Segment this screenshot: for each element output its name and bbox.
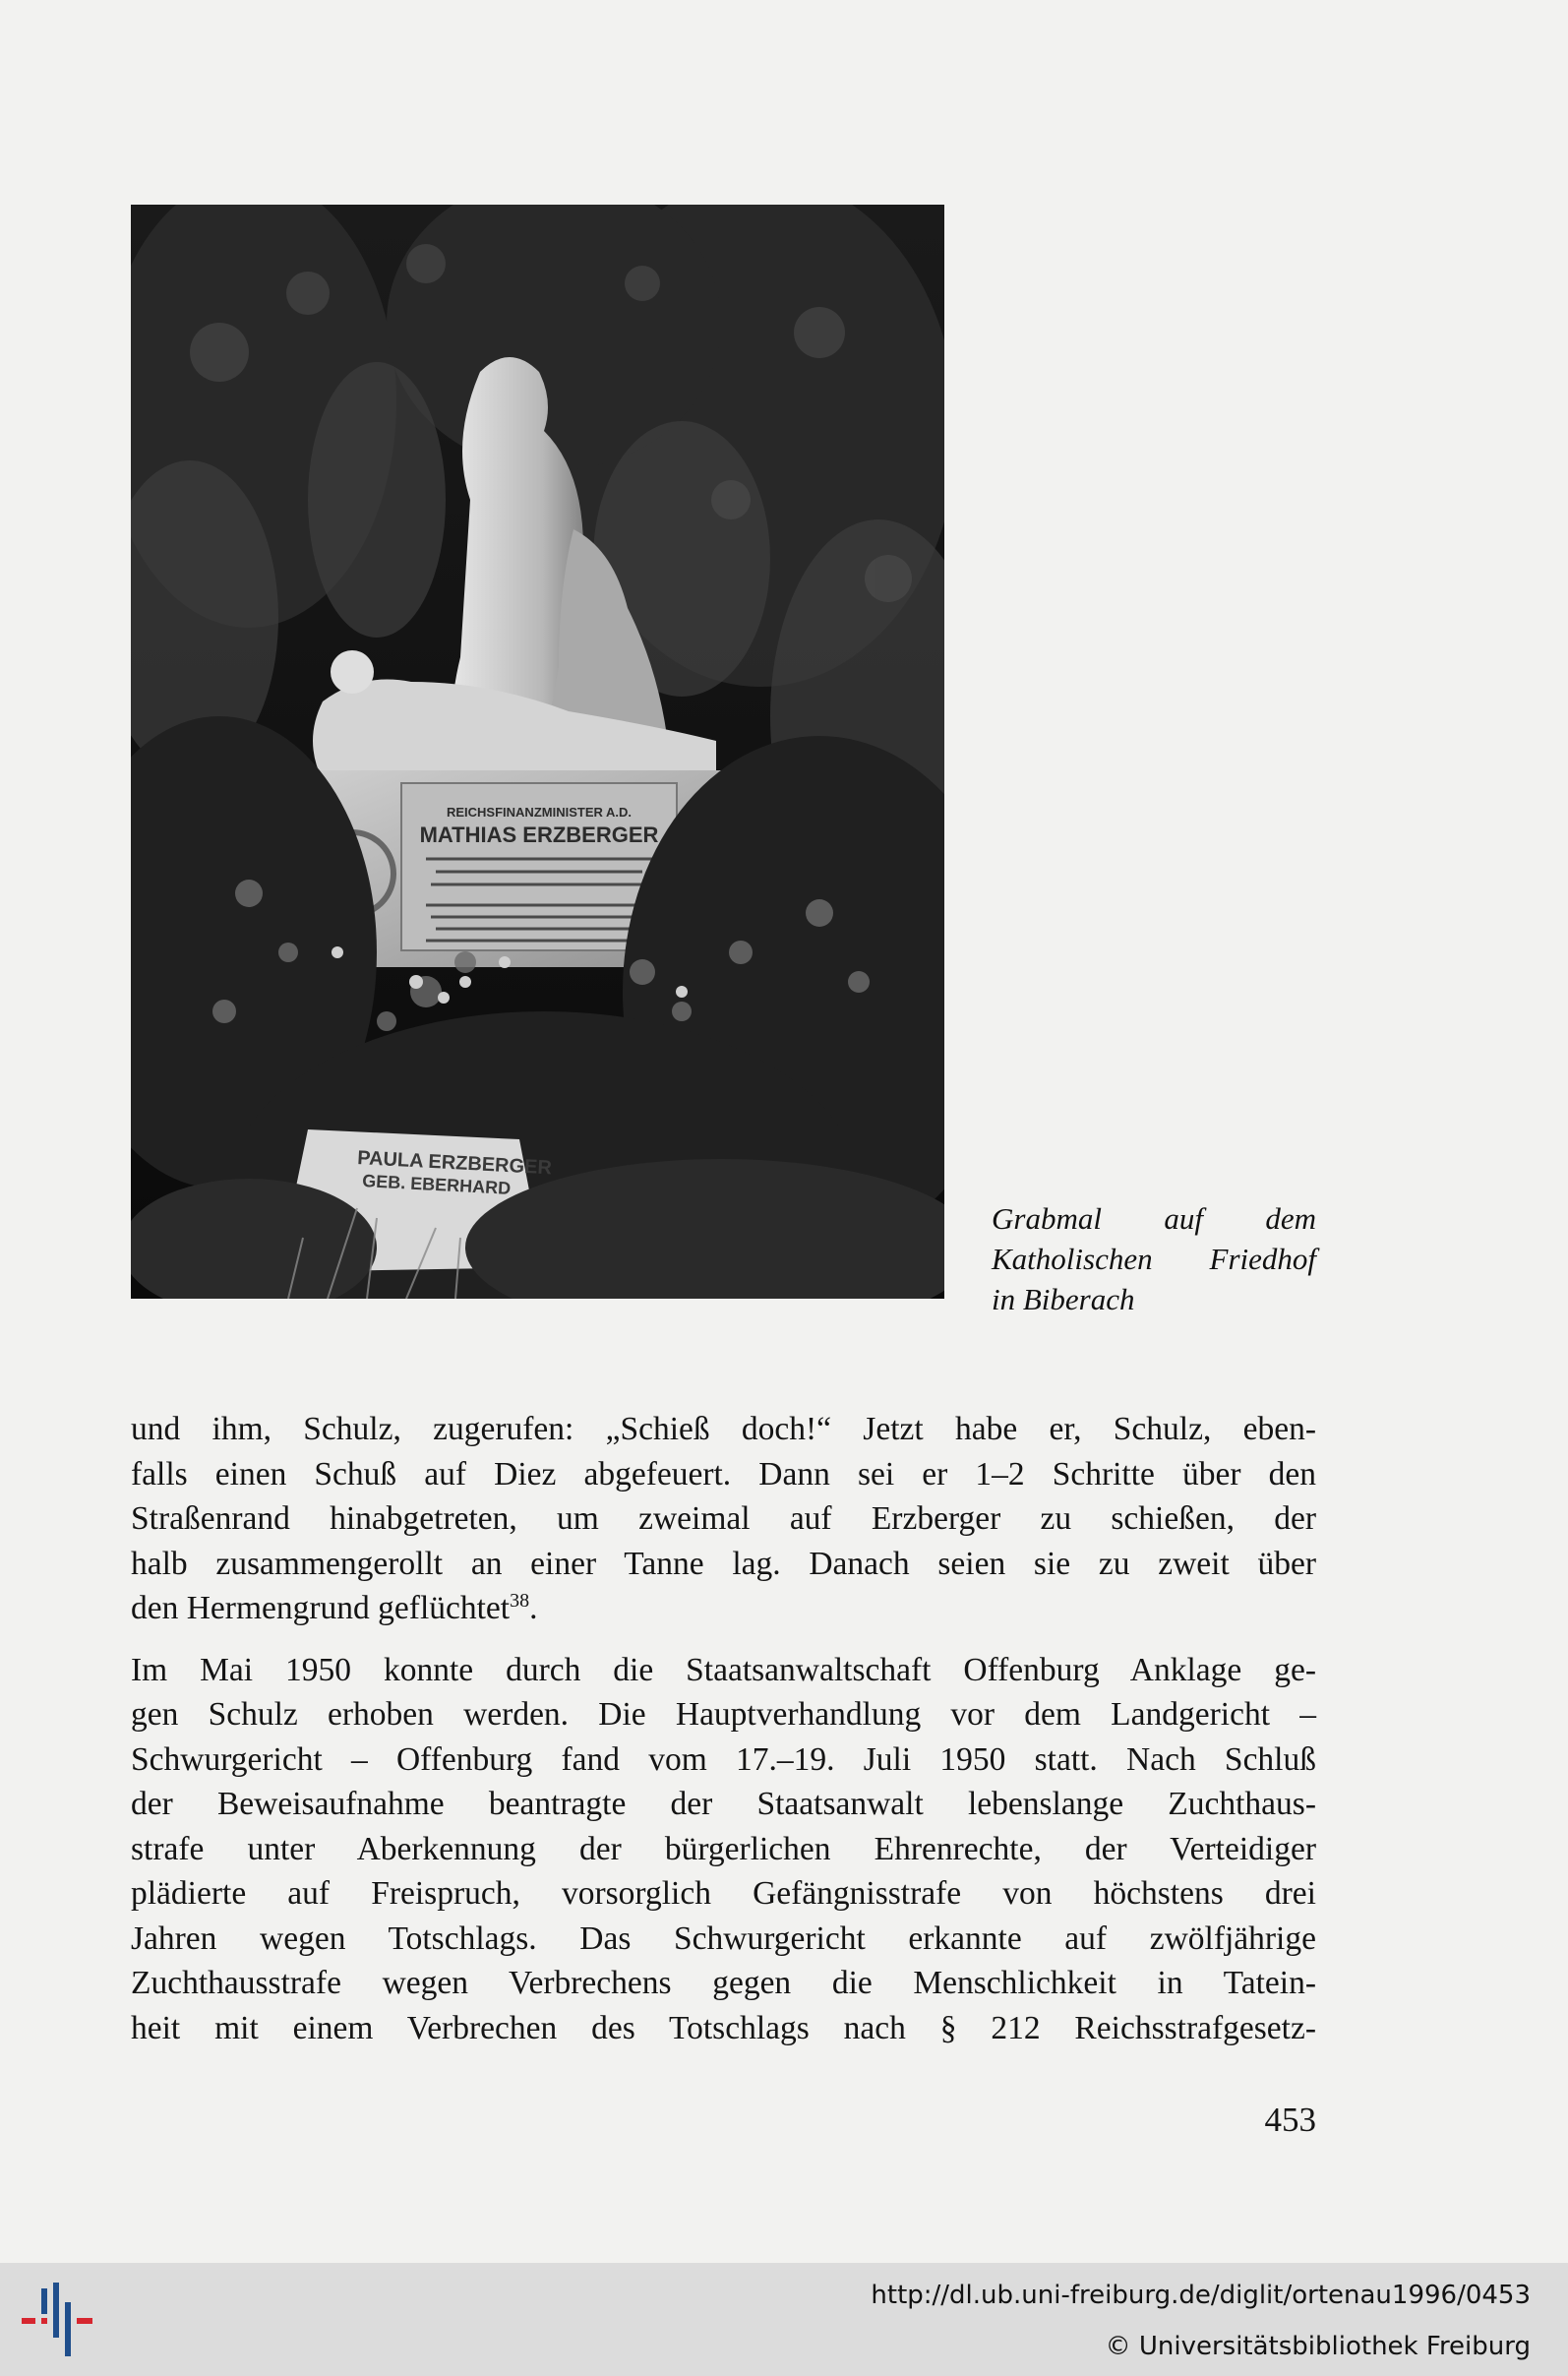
inscription-line-2: MATHIAS ERZBERGER (419, 822, 659, 847)
footer-copyright: © Universitätsbibliothek Freiburg (1105, 2332, 1531, 2361)
text-line: falls einen Schuß auf Diez abgefeuert. Dann sei er 1–2 Schritte über den (131, 1455, 1316, 1493)
text-line-end: . (529, 1590, 538, 1626)
photo-image (131, 205, 944, 1299)
text-line: Schwurgericht – Offenburg fand vom 17.–19. Juli 1950 statt. Nach Schluß (131, 1740, 1316, 1778)
text-line (131, 1586, 1316, 1631)
caption-line: Grabmal auf dem (992, 1201, 1316, 1236)
text-line: plädierte auf Freispruch, vorsorglich Gefängnisstrafe von höchstens drei (131, 1875, 1316, 1912)
ub-freiburg-logo-icon (20, 2283, 98, 2356)
text-line: strafe unter Aberkennung der bürgerlichen Ehrenrechte, der Verteidiger (131, 1830, 1316, 1867)
footer-bar (0, 2263, 1568, 2376)
text-line: Zuchthausstrafe wegen Verbrechens gegen die Menschlichkeit in Tatein- (131, 1965, 1316, 2001)
text-line: Im Mai 1950 konnte durch die Staatsanwaltschaft Offenburg Anklage ge- (131, 1651, 1316, 1688)
paragraph-1 (131, 1407, 1316, 1631)
text-line: und ihm, Schulz, zugerufen: „Schieß doch!“ Jetzt habe er, Schulz, eben- (131, 1411, 1316, 1447)
body-text (131, 1407, 1316, 2050)
text-line: Jahren wegen Totschlags. Das Schwurgericht erkannte auf zwölfjährige (131, 1919, 1316, 1957)
page-number: 453 (1264, 2101, 1316, 2139)
caption-line: in Biberach (992, 1282, 1135, 1316)
text-line-content: den Hermengrund geflüchtet (131, 1590, 511, 1626)
caption-line: Katholischen Friedhof (992, 1242, 1316, 1276)
inscription-line-1: REICHSFINANZMINISTER A.D. (446, 805, 633, 820)
footnote-reference: 38 (510, 1589, 530, 1612)
text-line: der Beweisaufnahme beantragte der Staatsanwalt lebenslange Zuchthaus- (131, 1786, 1316, 1822)
footer-url-link[interactable]: http://dl.ub.uni-freiburg.de/diglit/ortenau1996/0453 (871, 2281, 1531, 2310)
slab-inscription-1: PAULA ERZBERGER (356, 1147, 553, 1180)
paragraph-2 (131, 1648, 1316, 2051)
grave-monument-photo (131, 205, 944, 1299)
text-line: halb zusammengerollt an einer Tanne lag. Danach seien sie zu zweit über (131, 1545, 1316, 1582)
slab-inscription-2: GEB. EBERHARD (361, 1171, 512, 1198)
text-line: heit mit einem Verbrechen des Totschlags nach § 212 Reichsstrafgesetz- (131, 2009, 1316, 2046)
text-line: Straßenrand hinabgetreten, um zweimal auf Erzberger zu schießen, der (131, 1500, 1316, 1537)
photo-caption (992, 1198, 1316, 1319)
text-line: gen Schulz erhoben werden. Die Hauptverhandlung vor dem Landgericht – (131, 1696, 1316, 1733)
